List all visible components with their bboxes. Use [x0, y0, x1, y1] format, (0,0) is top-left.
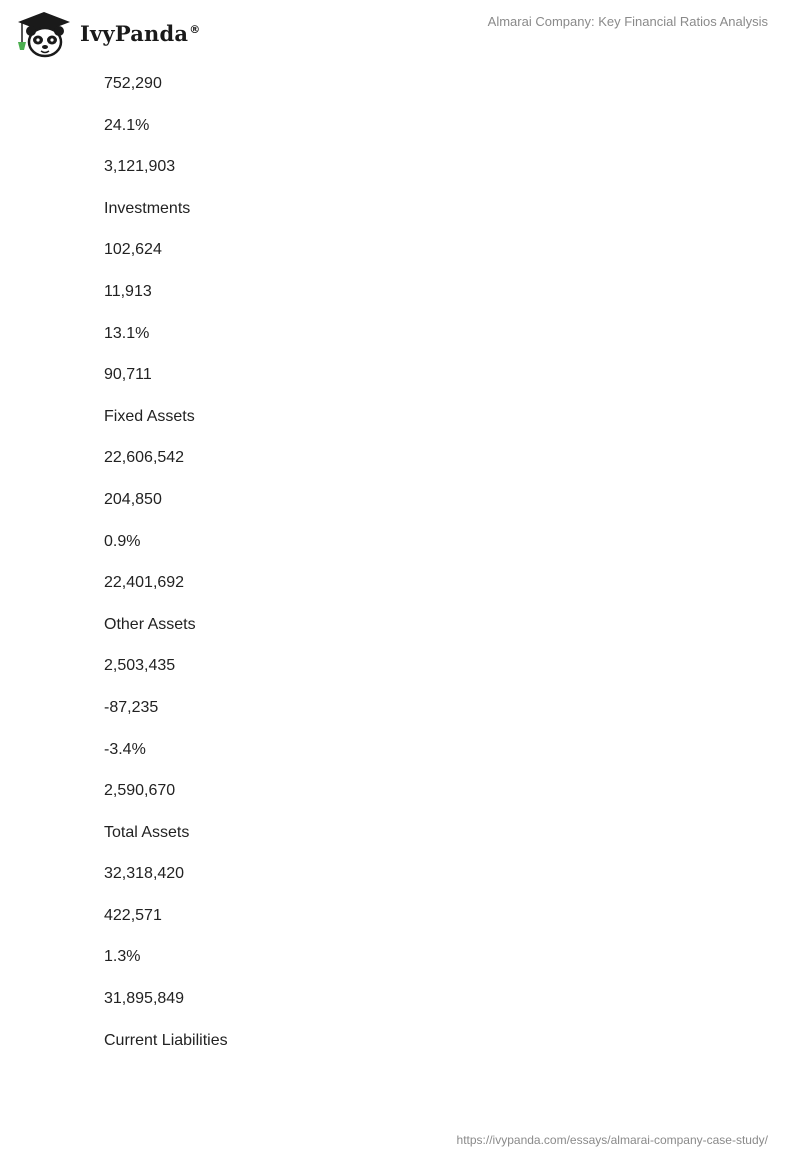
table-cell: -87,235 — [104, 698, 159, 716]
table-cell: 32,318,420 — [104, 865, 185, 883]
table-content-column — [104, 74, 704, 1072]
table-cell: 13.1% — [104, 324, 150, 342]
table-cell: 90,711 — [104, 366, 152, 384]
table-cell: 3,121,903 — [104, 158, 176, 176]
table-cell: 422,571 — [104, 906, 162, 924]
table-cell: Investments — [104, 199, 191, 217]
logo-text — [80, 21, 200, 46]
table-cell: 752,290 — [104, 75, 162, 92]
table-cell: -3.4% — [104, 740, 146, 758]
ivypanda-logo[interactable] — [14, 8, 200, 60]
table-cell: 31,895,849 — [104, 990, 185, 1008]
logo-wordmark: IvyPanda — [80, 20, 189, 46]
document-title: Almarai Company: Key Financial Ratios Analysis — [487, 14, 768, 29]
source-url[interactable]: https://ivypanda.com/essays/almarai-company-case-study/ — [456, 1133, 768, 1147]
table-cell: Current Liabilities — [104, 1031, 228, 1049]
panda-graduate-icon — [14, 10, 74, 58]
table-cell: 2,590,670 — [104, 782, 176, 800]
table-cell: 22,401,692 — [104, 574, 185, 592]
page-header — [0, 0, 800, 70]
table-cell: 0.9% — [104, 532, 141, 550]
table-cell: 2,503,435 — [104, 657, 176, 675]
table-cell: Total Assets — [104, 823, 190, 841]
table-cell: 22,606,542 — [104, 449, 185, 467]
table-cell: 102,624 — [104, 241, 162, 259]
table-cell: 11,913 — [104, 282, 152, 300]
table-cell: 204,850 — [104, 490, 162, 508]
table-cell: 1.3% — [104, 948, 141, 966]
table-cell: Other Assets — [104, 615, 196, 633]
table-cell: 24.1% — [104, 116, 150, 134]
registered-mark: ® — [189, 22, 201, 36]
table-cell: Fixed Assets — [104, 407, 195, 425]
